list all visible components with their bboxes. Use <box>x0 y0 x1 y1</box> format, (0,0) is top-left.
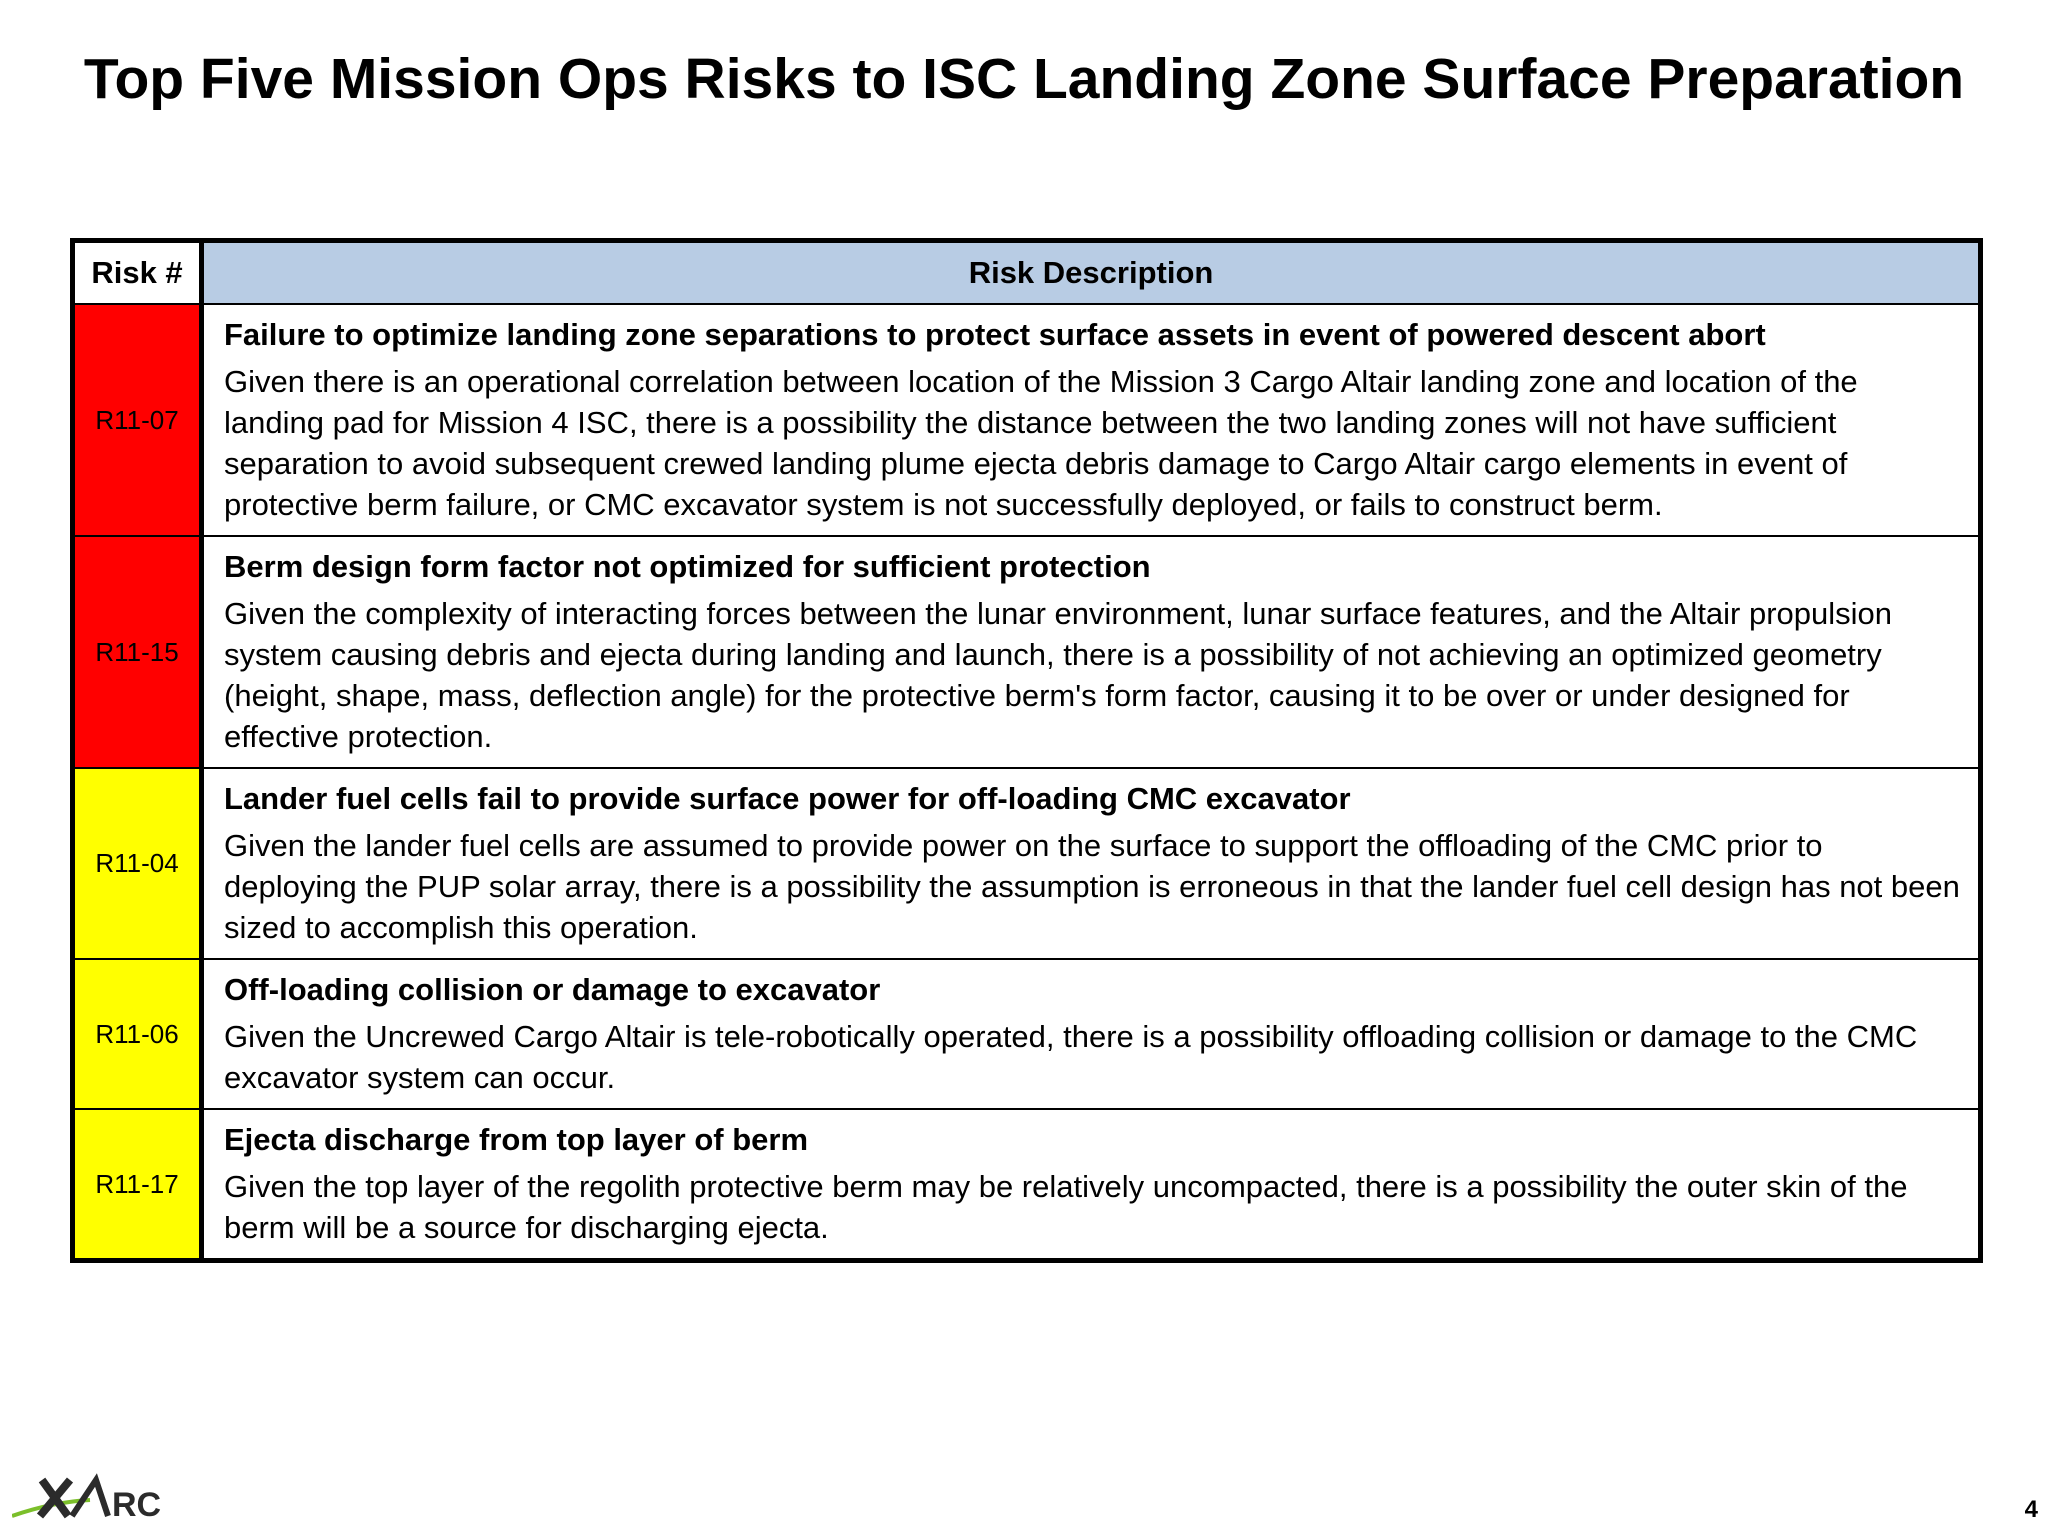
risk-text: Given there is an operational correlation between location of the Mission 3 Cargo Altair landing zone and location of the landing pad for Mission 4 ISC, there is a possibility the distance between the two landing zones will not have sufficient separation to avoid subsequent crewed landing plume ejecta debris damage to Cargo Altair cargo elements in event of protective berm failure, or CMC excavator system is not successfully deployed, or fails to construct berm. <box>224 364 1858 522</box>
risk-row <box>75 1108 1978 1258</box>
risk-row <box>75 535 1978 767</box>
risk-description-cell <box>204 537 1978 767</box>
risk-id-cell <box>75 1110 204 1258</box>
risk-title: Failure to optimize landing zone separations to protect surface assets in event of powered descent abort <box>224 317 1766 352</box>
logo-text: RC <box>112 1486 162 1524</box>
risk-id-cell <box>75 305 204 535</box>
risk-row <box>75 303 1978 535</box>
risk-id-cell <box>75 537 204 767</box>
risk-text: Given the lander fuel cells are assumed to provide power on the surface to support the offloading of the CMC prior to deploying the PUP solar array, there is a possibility the assumption is erroneous in that the lander fuel cell design has not been sized to accomplish this operation. <box>224 828 1960 945</box>
risk-id: R11-06 <box>95 1018 179 1049</box>
risk-id-cell <box>75 769 204 958</box>
risk-title: Off-loading collision or damage to excavator <box>224 972 881 1007</box>
risk-text: Given the Uncrewed Cargo Altair is tele-robotically operated, there is a possibility offloading collision or damage to the CMC excavator system can occur. <box>224 1019 1918 1095</box>
risk-title: Lander fuel cells fail to provide surface power for off-loading CMC excavator <box>224 781 1351 816</box>
risk-description-cell <box>204 1110 1978 1258</box>
slide-title: Top Five Mission Ops Risks to ISC Landing Zone Surface Preparation <box>83 47 1965 111</box>
risk-text: Given the top layer of the regolith protective berm may be relatively uncompacted, there is a possibility the outer skin of the berm will be a source for discharging ejecta. <box>224 1169 1908 1245</box>
risk-id: R11-17 <box>95 1168 179 1199</box>
risk-description-cell <box>204 305 1978 535</box>
risk-text: Given the complexity of interacting forces between the lunar environment, lunar surface features, and the Altair propulsion system causing debris and ejecta during landing and launch, there is a possibility of not achieving an optimized geometry (height, shape, mass, deflection angle) for the protective berm's form factor, causing it to be over or under designed for effective protection. <box>224 596 1893 754</box>
risk-id: R11-07 <box>95 404 179 435</box>
risk-id: R11-15 <box>95 636 179 667</box>
risk-table <box>70 238 1983 1263</box>
risk-id: R11-04 <box>95 848 179 878</box>
risk-description-cell <box>204 960 1978 1108</box>
risk-title: Ejecta discharge from top layer of berm <box>224 1122 809 1157</box>
risk-row <box>75 958 1978 1108</box>
xarc-logo <box>12 1472 202 1524</box>
table-header-row <box>75 243 1978 303</box>
risk-description-cell <box>204 769 1978 958</box>
risk-number-header: Risk # <box>75 243 204 303</box>
risk-title: Berm design form factor not optimized for sufficient protection <box>224 549 1151 584</box>
risk-id-cell <box>75 960 204 1108</box>
risk-description-header: Risk Description <box>204 243 1978 303</box>
risk-row <box>75 767 1978 958</box>
page-number: 4 <box>2024 1496 2038 1523</box>
